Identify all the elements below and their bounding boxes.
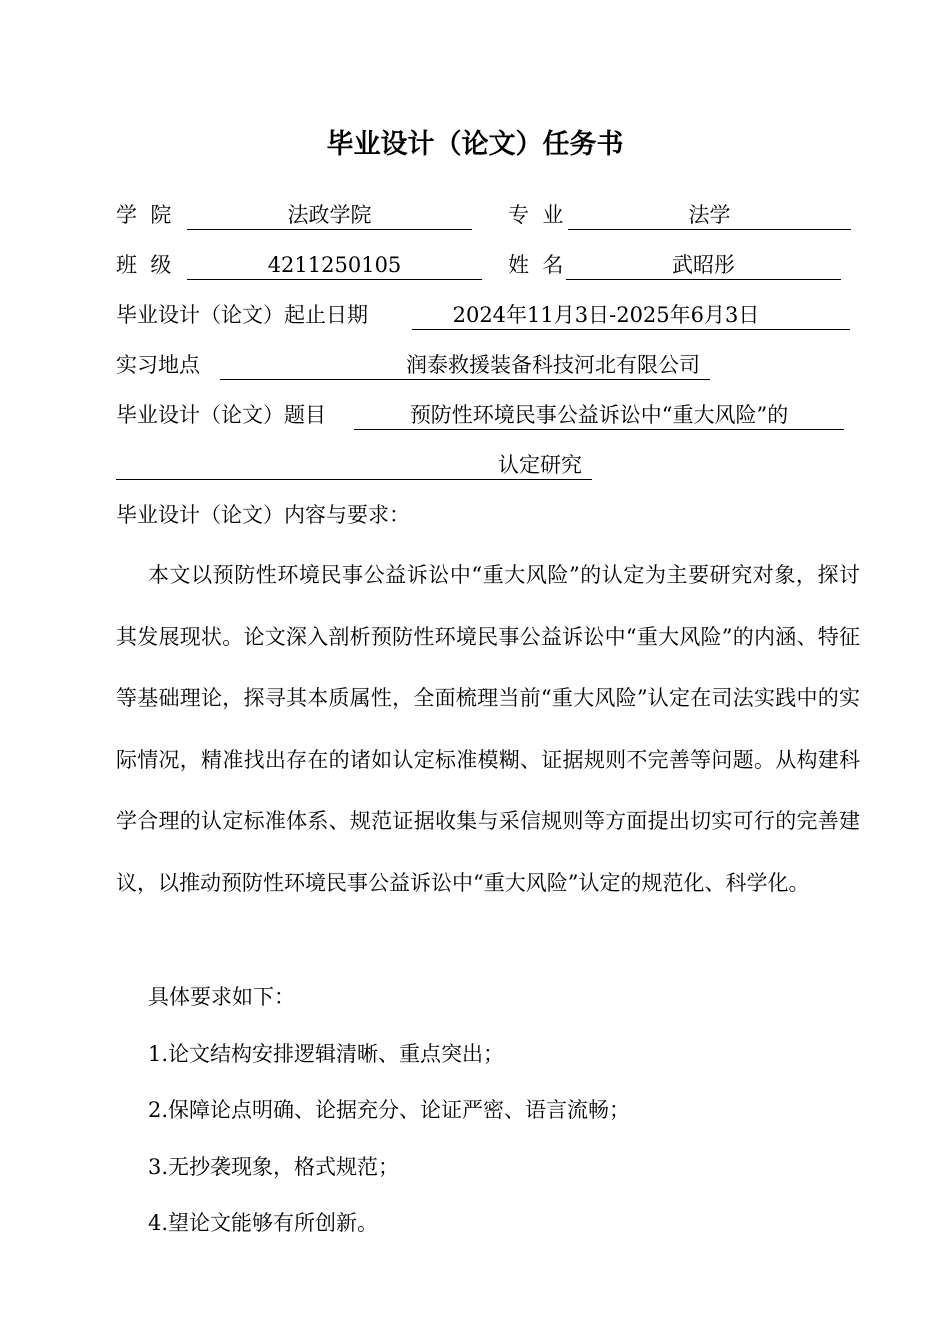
content-paragraph: 本文以预防性环境民事公益诉讼中“重大风险”的认定为主要研究对象，探讨其发展现状。论文深入剖析预防性环境民事公益诉讼中“重大风险”的内涵、特征等基础理论，探寻其本质属性，全面梳理当前“重大风险”认定在司法实践中的实际情况，精准找出存在的诸如认定标准模糊、证据规则不完善等问题。从构建科学合理的认定标准体系、规范证据收集与采信规则等方面提出切实可行的完善建议，以推动预防性环境民事公益诉讼中“重大风险”认定的规范化、科学化。 — [116, 563, 860, 895]
dates-label: 毕业设计（论文）起止日期 — [116, 303, 368, 327]
page-title: 毕业设计（论文）任务书 — [326, 129, 624, 160]
location-label: 实习地点 — [116, 353, 200, 377]
name-label: 姓 名 — [508, 253, 564, 277]
college-label: 学 院 — [116, 203, 172, 227]
location-row — [0, 350, 950, 380]
location-field: 润泰救援装备科技河北有限公司 — [220, 350, 710, 380]
major-label: 专 业 — [508, 203, 564, 227]
requirement-item: 3.无抄袭现象，格式规范； — [148, 1155, 400, 1179]
major-field: 法学 — [568, 200, 851, 230]
topic-label: 毕业设计（论文）题目 — [116, 403, 326, 427]
college-field: 法政学院 — [187, 200, 472, 230]
requirements-intro: 具体要求如下： — [148, 985, 295, 1009]
dates-row — [0, 300, 950, 330]
topic-field-line2: 认定研究 — [116, 450, 592, 480]
college-row — [0, 200, 950, 230]
name-field: 武昭彤 — [566, 250, 841, 280]
class-field: 4211250105 — [187, 250, 482, 280]
topic-row-2 — [0, 450, 950, 480]
dates-field: 2024年11月3日-2025年6月3日 — [412, 300, 850, 330]
requirement-item: 4.望论文能够有所创新。 — [148, 1211, 379, 1235]
requirement-item: 2.保障论点明确、论据充分、论证严密、语言流畅； — [148, 1098, 631, 1122]
class-label: 班 级 — [116, 253, 172, 277]
class-row — [0, 250, 950, 280]
content-label: 毕业设计（论文）内容与要求： — [116, 503, 410, 527]
topic-field-line1: 预防性环境民事公益诉讼中“重大风险”的 — [354, 400, 844, 430]
requirement-item: 1.论文结构安排逻辑清晰、重点突出； — [148, 1042, 505, 1066]
topic-row — [0, 400, 950, 430]
